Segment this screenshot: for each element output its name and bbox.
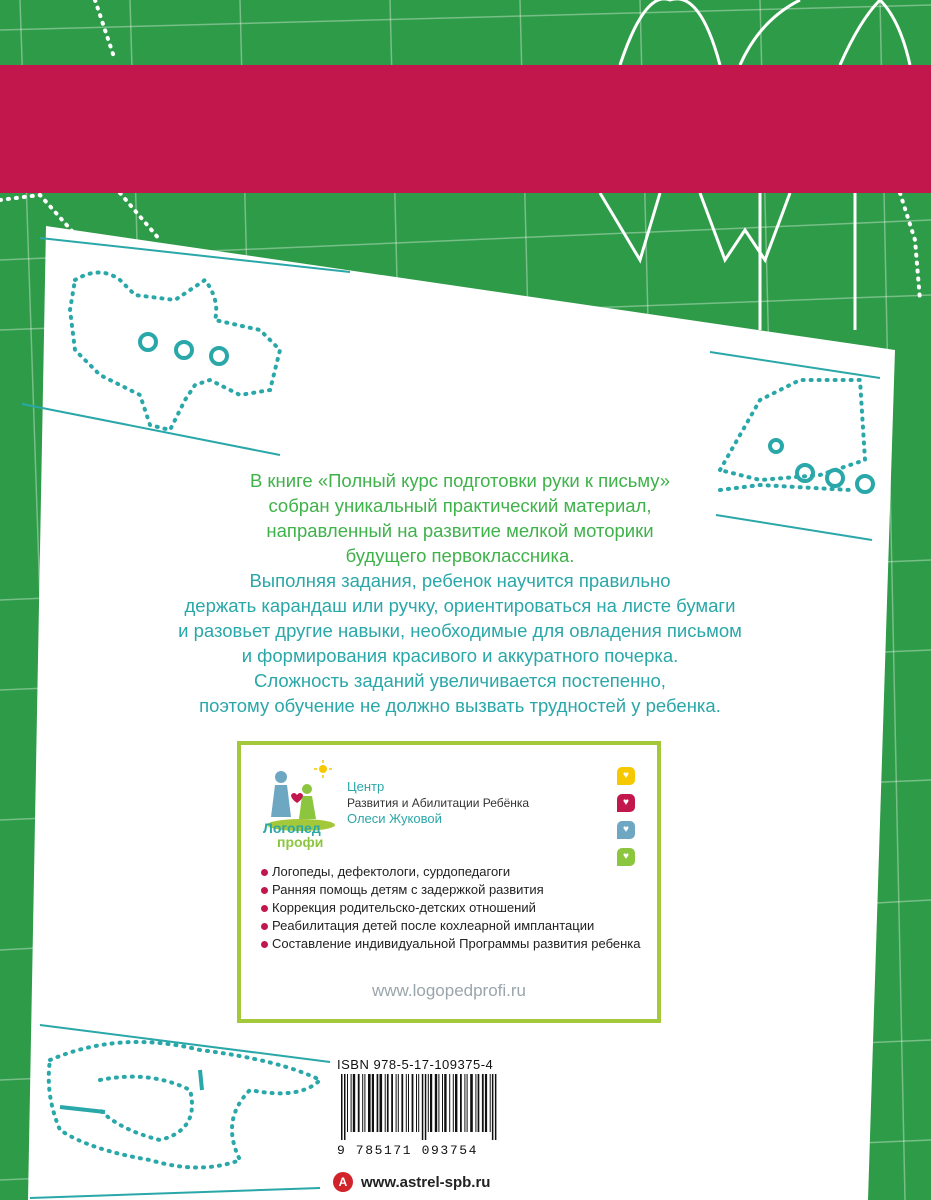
- service-item: Ранняя помощь детям с задержкой развития: [261, 881, 651, 899]
- description-line: собран уникальный практический материал,: [268, 495, 652, 516]
- barcode-bar: [408, 1074, 409, 1132]
- barcode-bar: [444, 1074, 446, 1132]
- barcode: [337, 1074, 502, 1142]
- barcode-bar: [428, 1074, 429, 1132]
- publisher-logo-icon: А: [333, 1172, 353, 1192]
- description-line: поэтому обучение не должно вызвать трудностей у ребенка.: [199, 695, 721, 716]
- barcode-bar: [347, 1074, 348, 1132]
- barcode-bar: [353, 1074, 355, 1132]
- barcode-bar: [430, 1074, 432, 1132]
- advertisement-box: [237, 741, 661, 1023]
- center-line2: Развития и Абилитации Ребёнка: [347, 796, 530, 810]
- barcode-bar: [398, 1074, 399, 1132]
- barcode-bar: [412, 1074, 414, 1132]
- barcode-bar: [406, 1074, 407, 1132]
- barcode-bar: [358, 1074, 360, 1132]
- book-description: [60, 468, 860, 718]
- barcode-bar: [470, 1074, 473, 1132]
- barcode-bar: [416, 1074, 417, 1132]
- barcode-bar: [377, 1074, 379, 1132]
- barcode-bar: [391, 1074, 393, 1132]
- heart-icon: ♥: [617, 767, 635, 785]
- barcode-bar: [495, 1074, 497, 1140]
- barcode-bar: [449, 1074, 450, 1132]
- barcode-bar: [455, 1074, 457, 1132]
- heart-icon: ♥: [617, 794, 635, 812]
- barcode-bar: [372, 1074, 374, 1132]
- description-line: и формирования красивого и аккуратного почерка.: [241, 645, 679, 666]
- logo-line2: профи: [277, 834, 324, 850]
- barcode-bar: [478, 1074, 480, 1132]
- center-line3: Олеси Жуковой: [347, 811, 442, 826]
- barcode-bar: [364, 1074, 365, 1132]
- center-website-link[interactable]: www.logopedprofi.ru: [371, 981, 527, 1000]
- barcode-bar: [442, 1074, 443, 1132]
- barcode-bar: [490, 1074, 491, 1132]
- barcode-bar: [485, 1074, 487, 1132]
- service-item: Коррекция родительско-детских отношений: [261, 899, 651, 917]
- barcode-bar: [418, 1074, 419, 1132]
- barcode-bar: [425, 1074, 427, 1140]
- barcode-bar: [341, 1074, 343, 1140]
- barcode-bar: [380, 1074, 383, 1132]
- description-line: В книге «Полный курс подготовки руки к письму»: [249, 470, 671, 491]
- barcode-bar: [368, 1074, 371, 1132]
- barcode-bar: [387, 1074, 389, 1132]
- description-line: Сложность заданий увеличивается постепенно,: [254, 670, 666, 691]
- center-name: [347, 779, 529, 827]
- barcode-bar: [467, 1074, 468, 1132]
- barcode-bar: [492, 1074, 494, 1140]
- center-line1: Центр: [347, 779, 385, 794]
- heart-badges: [617, 767, 639, 875]
- heart-icon: ♥: [617, 848, 635, 866]
- barcode-bar: [422, 1074, 424, 1140]
- description-line: и разовьет другие навыки, необходимые для овладения письмом: [178, 620, 742, 641]
- barcode-bar: [344, 1074, 346, 1140]
- description-line: направленный на развитие мелкой моторики: [266, 520, 654, 541]
- logo-wordmark: [263, 821, 323, 849]
- barcode-bar: [460, 1074, 462, 1132]
- heart-icon: ♥: [617, 821, 635, 839]
- logo-line1: Логопед: [263, 820, 321, 836]
- barcode-bar: [362, 1074, 363, 1132]
- publisher-website-link[interactable]: www.astrel-spb.ru: [361, 1173, 491, 1191]
- isbn-number: ISBN 978-5-17-109375-4: [337, 1057, 494, 1072]
- barcode-bar: [475, 1074, 476, 1132]
- services-list: [261, 863, 651, 953]
- barcode-bar: [464, 1074, 465, 1132]
- service-item: Составление индивидуальной Программы развития ребенка: [261, 935, 651, 953]
- barcode-bar: [482, 1074, 484, 1132]
- description-line: будущего первоклассника.: [345, 545, 575, 566]
- description-line: держать карандаш или ручку, ориентироваться на листе бумаги: [184, 595, 736, 616]
- barcode-bar: [438, 1074, 439, 1132]
- barcode-bar: [435, 1074, 437, 1132]
- description-line: Выполняя задания, ребенок научится правильно: [249, 570, 671, 591]
- barcode-digits: 9 785171 093754: [337, 1143, 479, 1158]
- barcode-bar: [396, 1074, 397, 1132]
- publisher-line: [333, 1172, 490, 1192]
- barcode-bar: [453, 1074, 454, 1132]
- service-item: Реабилитация детей после кохлеарной имплантации: [261, 917, 651, 935]
- barcode-bar: [351, 1074, 352, 1132]
- barcode-bar: [401, 1074, 403, 1132]
- service-item: Логопеды, дефектологи, сурдопедагоги: [261, 863, 651, 881]
- barcode-bar: [385, 1074, 386, 1132]
